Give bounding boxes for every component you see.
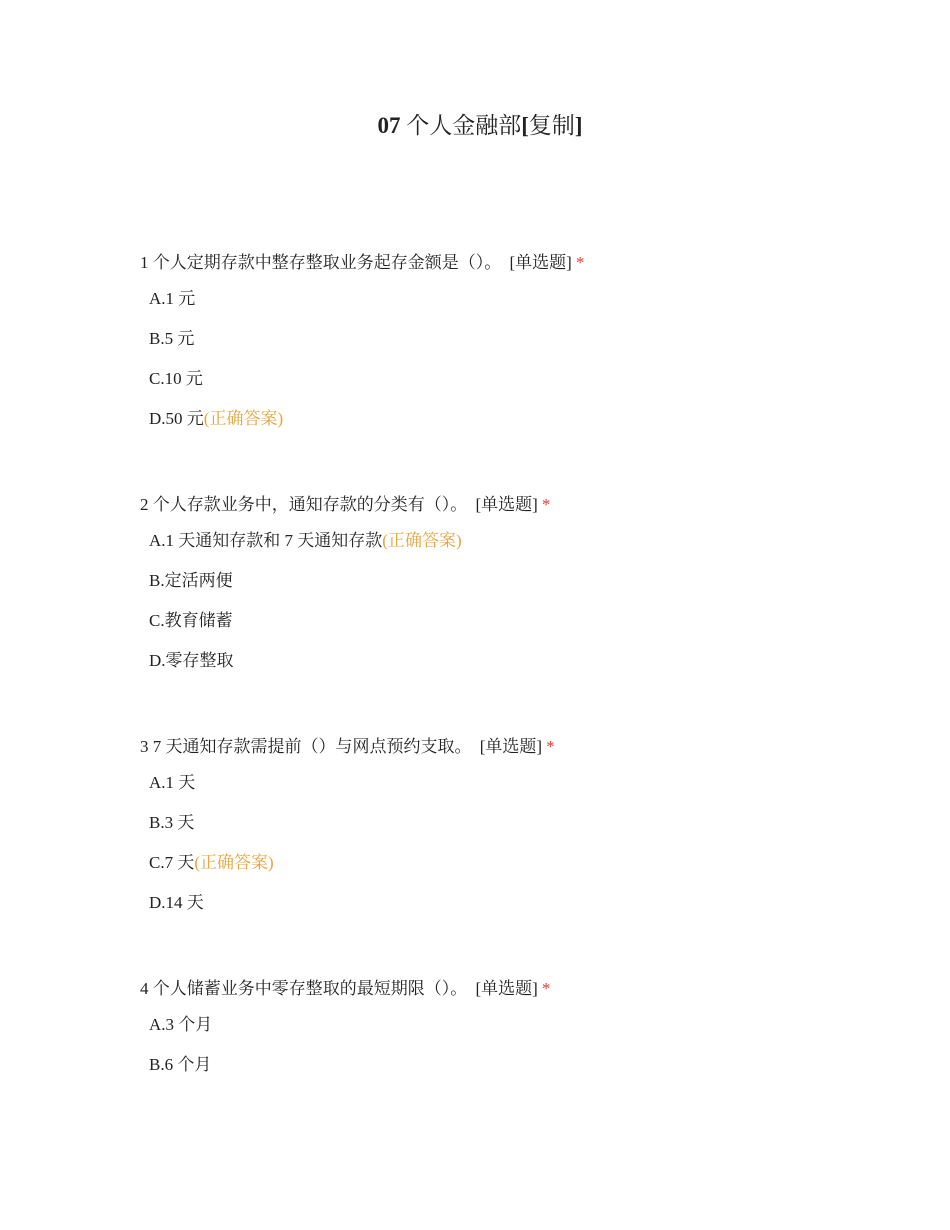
question-title (140, 978, 900, 1000)
option-c[interactable] (149, 852, 900, 874)
correct-answer-tag: (正确答案) (382, 531, 462, 550)
option-label: A.1 天 (149, 773, 196, 792)
question-text: 7 天通知存款需提前（）与网点预约支取。 (152, 737, 472, 756)
question-2 (140, 494, 900, 690)
title-bracket-open: [ (521, 113, 529, 138)
question-title (140, 494, 900, 516)
correct-answer-tag: (正确答案) (203, 409, 284, 428)
option-list (149, 288, 900, 430)
question-text: 个人储蓄业务中零存整取的最短期限（）。 (152, 979, 468, 998)
question-3 (140, 736, 900, 932)
option-list (149, 1014, 900, 1076)
option-label: B.6 个月 (149, 1055, 212, 1074)
correct-answer-tag: (正确答案) (194, 853, 274, 872)
question-number: 2 (140, 495, 149, 514)
question-number: 4 (140, 979, 149, 998)
option-list (149, 772, 900, 914)
option-a[interactable] (149, 772, 900, 794)
title-bracket-close: ] (574, 113, 583, 138)
required-marker: * (541, 979, 551, 998)
option-label: B.定活两便 (149, 571, 233, 590)
option-b[interactable] (149, 1054, 900, 1076)
option-d[interactable] (149, 892, 900, 914)
title-copy-label: 复制 (528, 113, 575, 138)
question-number: 1 (140, 253, 149, 272)
question-text: 个人定期存款中整存整取业务起存金额是（）。 (152, 253, 502, 272)
option-label: B.5 元 (149, 329, 195, 348)
question-1 (140, 252, 900, 448)
question-type: [单选题] (475, 495, 538, 514)
option-label: B.3 天 (149, 813, 195, 832)
question-title (140, 252, 900, 274)
option-list (149, 530, 900, 672)
question-title (140, 736, 900, 758)
option-a[interactable] (149, 1014, 900, 1036)
option-c[interactable] (149, 368, 900, 390)
option-label: A.3 个月 (149, 1015, 213, 1034)
option-b[interactable] (149, 328, 900, 350)
option-label: A.1 元 (149, 289, 196, 308)
question-type: [单选题] (475, 979, 538, 998)
option-label: C.7 天 (149, 853, 195, 872)
option-label: D.50 元 (149, 409, 204, 428)
option-d[interactable] (149, 650, 900, 672)
option-b[interactable] (149, 812, 900, 834)
option-label: D.零存整取 (149, 651, 234, 670)
option-label: A.1 天通知存款和 7 天通知存款 (149, 531, 383, 550)
question-type: [单选题] (509, 253, 572, 272)
option-b[interactable] (149, 570, 900, 592)
option-d[interactable] (149, 408, 900, 430)
option-c[interactable] (149, 610, 900, 632)
required-marker: * (546, 737, 555, 756)
option-label: D.14 天 (149, 893, 204, 912)
question-number: 3 (140, 737, 149, 756)
title-number: 07 (377, 113, 401, 138)
question-4 (140, 978, 900, 1094)
option-label: C.教育储蓄 (149, 611, 233, 630)
option-a[interactable] (149, 288, 900, 310)
question-text: 个人存款业务中，通知存款的分类有（）。 (152, 495, 468, 514)
option-label: C.10 元 (149, 369, 203, 388)
title-text: 个人金融部 (406, 113, 522, 138)
required-marker: * (575, 253, 585, 272)
required-marker: * (541, 495, 551, 514)
option-a[interactable] (149, 530, 900, 552)
question-type: [单选题] (479, 737, 543, 756)
document-title (0, 110, 950, 142)
